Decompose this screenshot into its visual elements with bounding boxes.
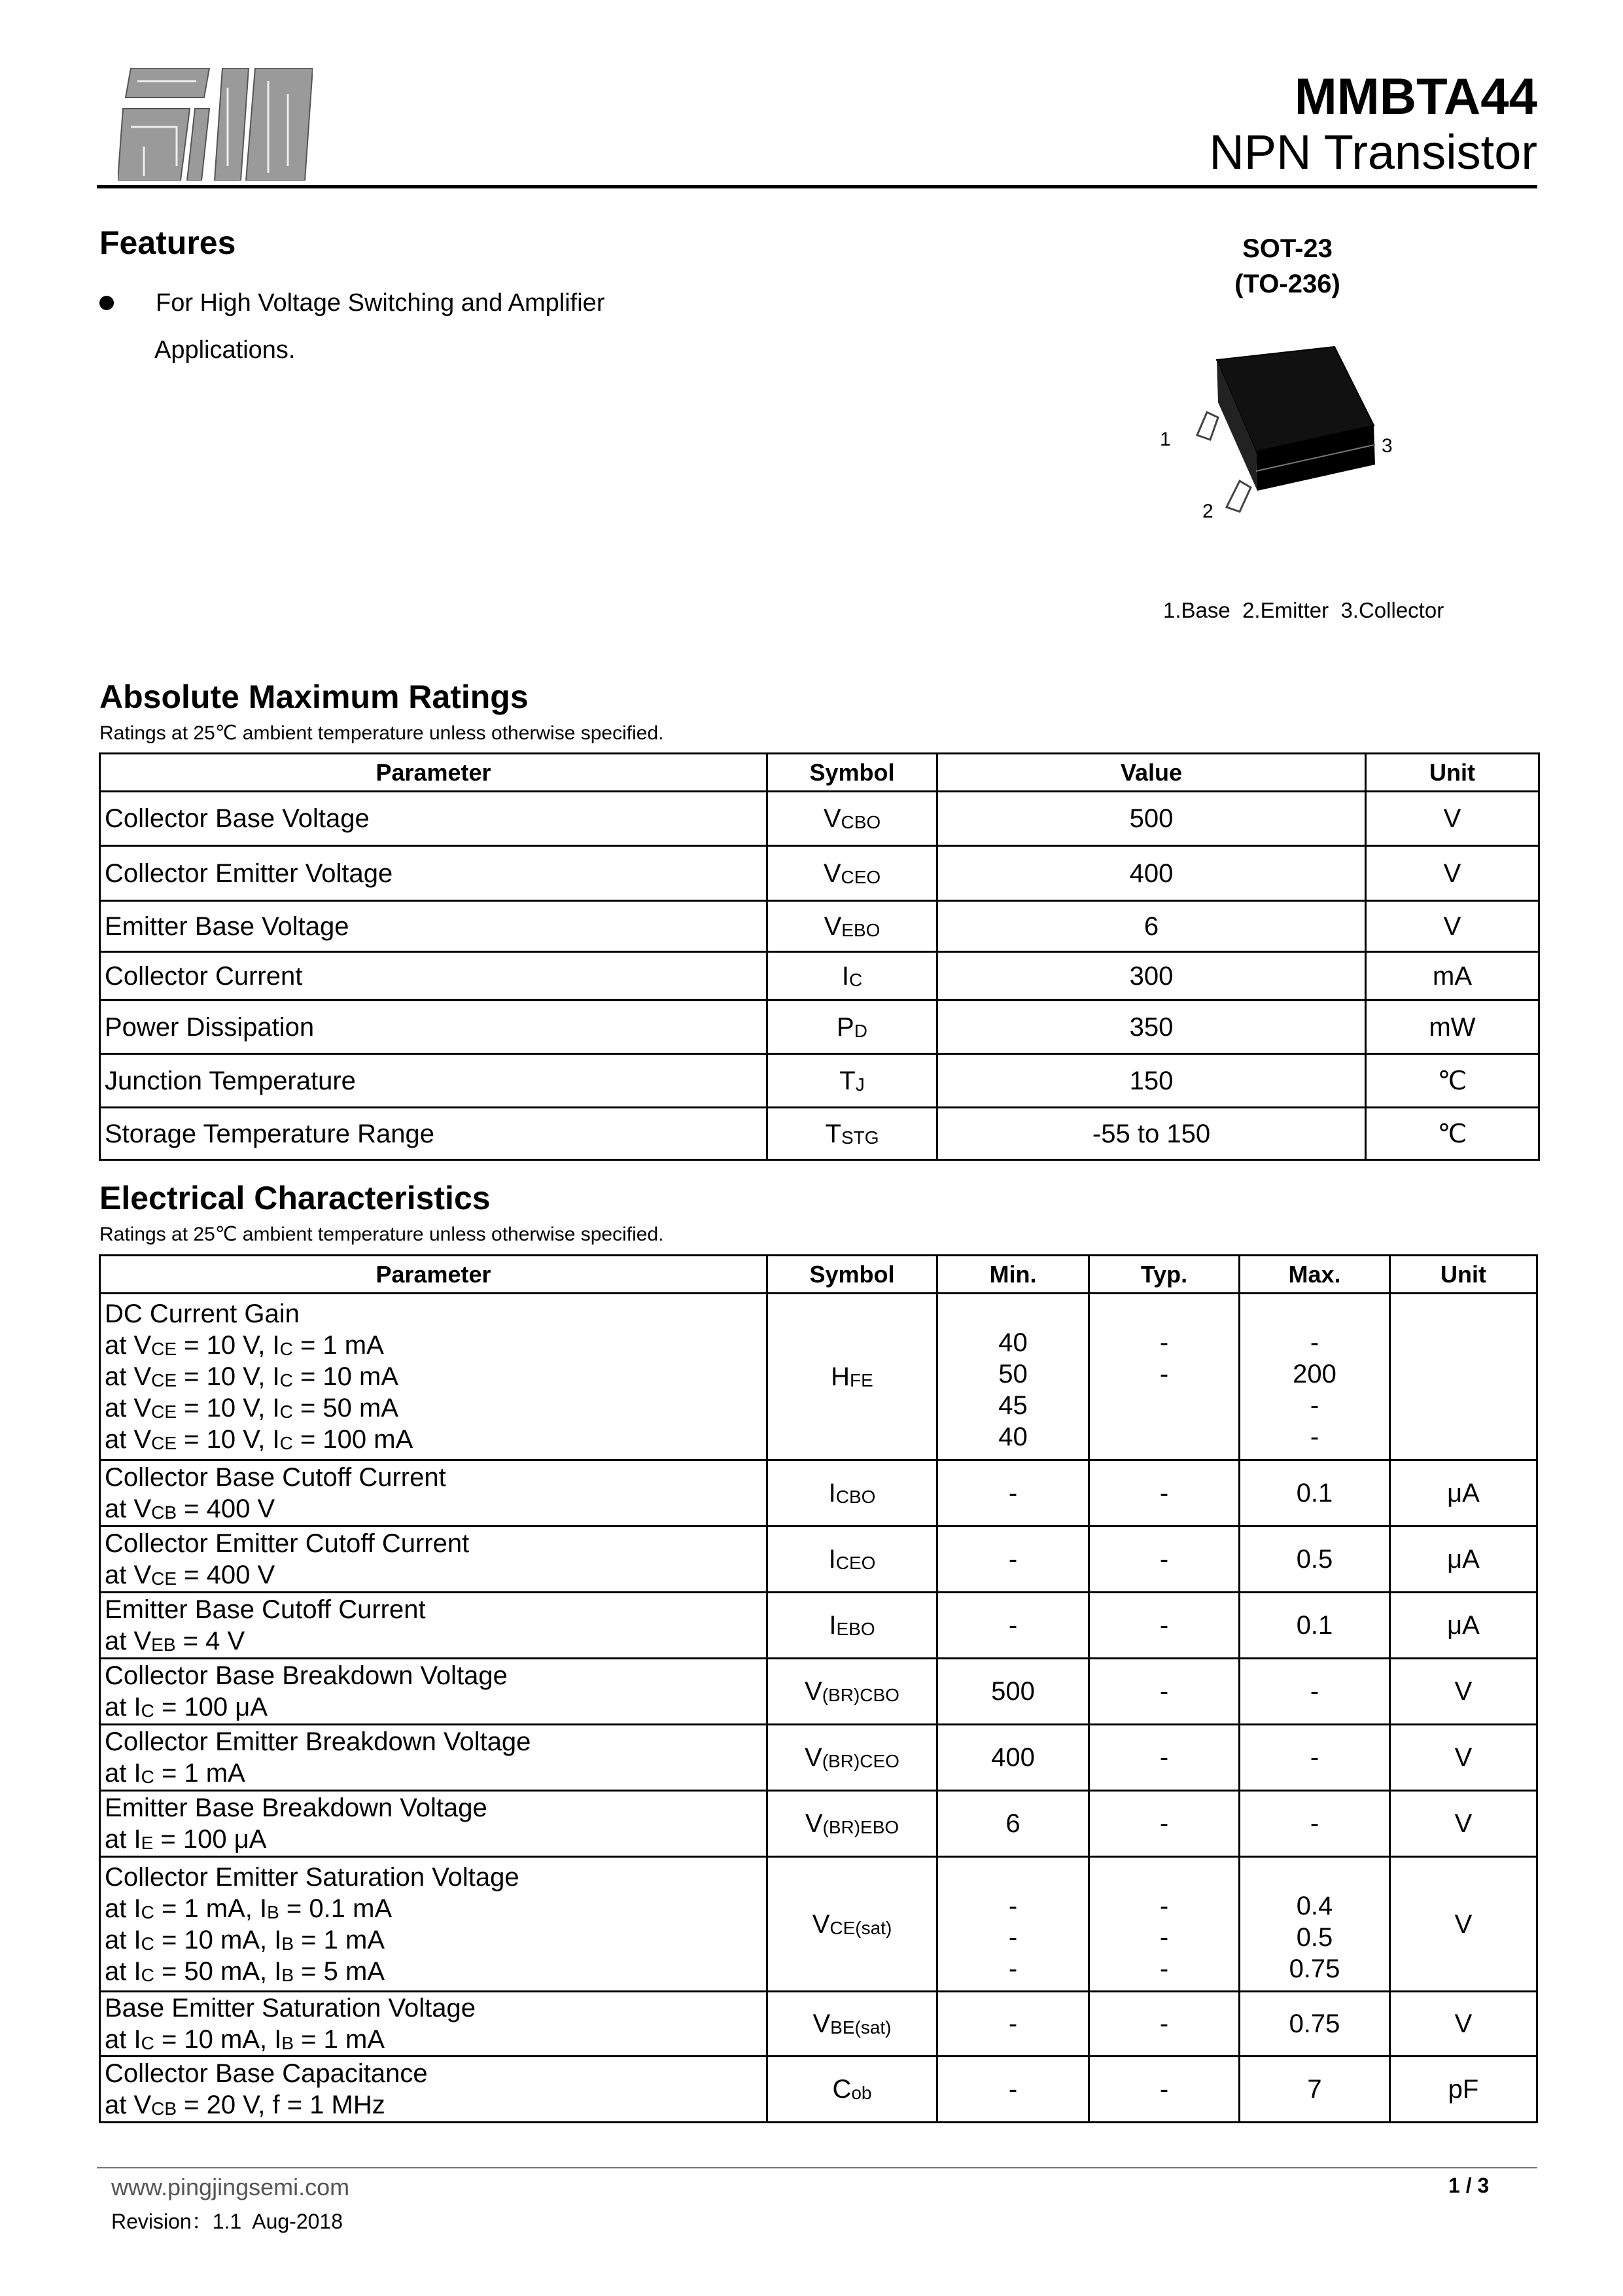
unit-cell: μA	[1390, 1593, 1537, 1659]
symbol-cell: $V_{CEO}$	[767, 846, 937, 901]
footer-divider	[97, 2167, 1537, 2168]
param-cell: Junction Temperature	[100, 1054, 767, 1108]
table-row	[100, 846, 1539, 901]
pinout-caption: 1.Base 2.Emitter 3.Collector	[1163, 598, 1444, 622]
package-alt-name: (TO-236)	[1234, 270, 1340, 298]
unit-cell: pF	[1390, 2057, 1537, 2123]
min-cell: -	[937, 1593, 1089, 1659]
value-cell: 500	[937, 792, 1366, 846]
symbol-cell: $V_{BE(sat)}$	[767, 1992, 937, 2057]
param-cell: Collector Base Breakdown Voltage at $I_C = 100$ μA	[100, 1659, 767, 1725]
unit-cell: ℃	[1366, 1054, 1539, 1108]
pin-label-1: 1	[1160, 429, 1171, 450]
symbol-cell: $H_{FE}$	[767, 1294, 937, 1460]
unit-cell: V	[1366, 792, 1539, 846]
max-cell: 7	[1240, 2057, 1390, 2123]
value-cell: 400	[937, 846, 1366, 901]
max-cell: - 200 - -	[1240, 1294, 1390, 1460]
footer-url[interactable]: www.pingjingsemi.com	[111, 2174, 350, 2200]
symbol-cell: $I_{CEO}$	[767, 1527, 937, 1593]
typ-cell: -	[1089, 2057, 1240, 2123]
pin-label-2: 2	[1202, 501, 1213, 522]
header-divider	[97, 185, 1537, 188]
max-cell: 0.1	[1240, 1593, 1390, 1659]
table-row	[100, 1108, 1539, 1160]
param-cell: Collector Emitter Cutoff Current at $V_{CE} = 400$ V	[100, 1527, 767, 1593]
table-row	[100, 952, 1539, 1000]
feature-item-continued: Applications.	[154, 336, 296, 364]
table-row	[100, 1294, 1537, 1460]
col-header: Parameter	[100, 754, 767, 792]
unit-cell: μA	[1390, 1460, 1537, 1527]
unit-cell: ℃	[1366, 1108, 1539, 1160]
param-cell: Collector Base Voltage	[100, 792, 767, 846]
max-cell: 0.4 0.5 0.75	[1240, 1857, 1390, 1992]
param-cell: Emitter Base Voltage	[100, 901, 767, 952]
table-row	[100, 1992, 1537, 2057]
col-header: Max.	[1240, 1256, 1390, 1294]
unit-cell: mA	[1366, 952, 1539, 1000]
col-header: Parameter	[100, 1256, 767, 1294]
typ-cell: -	[1089, 1992, 1240, 2057]
param-cell: Collector Current	[100, 952, 767, 1000]
value-cell: 150	[937, 1054, 1366, 1108]
typ-cell: -	[1089, 1527, 1240, 1593]
symbol-cell: $C_{ob}$	[767, 2057, 937, 2123]
device-type-title: NPN Transistor	[1209, 125, 1537, 179]
page-number: 1 / 3	[1448, 2174, 1490, 2197]
col-header: Symbol	[767, 1256, 937, 1294]
typ-cell: -	[1089, 1460, 1240, 1527]
table-row	[100, 1791, 1537, 1857]
table-row	[100, 1659, 1537, 1725]
table-row	[100, 901, 1539, 952]
typ-cell: - -	[1089, 1294, 1240, 1460]
bullet-icon	[99, 296, 114, 310]
unit-cell: V	[1366, 901, 1539, 952]
table-row	[100, 1460, 1537, 1527]
unit-cell: μA	[1390, 1527, 1537, 1593]
col-header: Typ.	[1089, 1256, 1240, 1294]
unit-cell: V	[1390, 1725, 1537, 1791]
table-row	[100, 1000, 1539, 1054]
col-header: Min.	[937, 1256, 1089, 1294]
symbol-cell: $V_{(BR)CEO}$	[767, 1725, 937, 1791]
typ-cell: -	[1089, 1725, 1240, 1791]
param-cell: Storage Temperature Range	[100, 1108, 767, 1160]
value-cell: 300	[937, 952, 1366, 1000]
param-cell: Base Emitter Saturation Voltage at $I_C = 10$ mA, $I_B = 1$ mA	[100, 1992, 767, 2057]
min-cell: -	[937, 1460, 1089, 1527]
abs-max-heading: Absolute Maximum Ratings	[99, 679, 529, 715]
min-cell: -	[937, 1527, 1089, 1593]
param-cell: Power Dissipation	[100, 1000, 767, 1054]
table-header-row	[100, 754, 1539, 792]
max-cell: -	[1240, 1791, 1390, 1857]
unit-cell: mW	[1366, 1000, 1539, 1054]
unit-cell: V	[1366, 846, 1539, 901]
symbol-cell: $T_{STG}$	[767, 1108, 937, 1160]
table-row	[100, 792, 1539, 846]
max-cell: -	[1240, 1659, 1390, 1725]
symbol-cell: $T_J$	[767, 1054, 937, 1108]
typ-cell: -	[1089, 1659, 1240, 1725]
symbol-cell: $V_{CE(sat)}$	[767, 1857, 937, 1992]
param-cell: DC Current Gain at $V_{CE} = 10$ V, $I_C = 1$ mA at $V_{CE} = 10$ V, $I_C = 10$ mA at $V_{CE} = 10$ V, $I_C = 50$ mA at $V_{CE} = 10$ V, $I_C = 100$ mA	[100, 1294, 767, 1460]
min-cell: -	[937, 1992, 1089, 2057]
min-cell: 500	[937, 1659, 1089, 1725]
param-cell: Emitter Base Cutoff Current at $V_{EB} = 4$ V	[100, 1593, 767, 1659]
typ-cell: -	[1089, 1593, 1240, 1659]
value-cell: -55 to 150	[937, 1108, 1366, 1160]
pin-label-3: 3	[1382, 435, 1393, 457]
min-cell: 40 50 45 40	[937, 1294, 1089, 1460]
max-cell: 0.1	[1240, 1460, 1390, 1527]
min-cell: 400	[937, 1725, 1089, 1791]
unit-cell	[1390, 1294, 1537, 1460]
symbol-cell: $I_C$	[767, 952, 937, 1000]
param-cell: Collector Emitter Saturation Voltage at $I_C = 1$ mA, $I_B = 0.1$ mA at $I_C = 10$ mA, $I_B = 1$ mA at $I_C = 50$ mA, $I_B = 5$ mA	[100, 1857, 767, 1992]
min-cell: 6	[937, 1791, 1089, 1857]
table-row	[100, 1054, 1539, 1108]
symbol-cell: $V_{EBO}$	[767, 901, 937, 952]
symbol-cell: $P_D$	[767, 1000, 937, 1054]
symbol-cell: $I_{EBO}$	[767, 1593, 937, 1659]
min-cell: - - -	[937, 1857, 1089, 1992]
symbol-cell: $V_{(BR)CBO}$	[767, 1659, 937, 1725]
table-row	[100, 2057, 1537, 2123]
abs-max-table	[99, 752, 1540, 1161]
value-cell: 350	[937, 1000, 1366, 1054]
col-header: Unit	[1366, 754, 1539, 792]
part-number: MMBTA44	[1294, 67, 1537, 125]
typ-cell: - - -	[1089, 1857, 1240, 1992]
param-cell: Collector Emitter Voltage	[100, 846, 767, 901]
unit-cell: V	[1390, 1857, 1537, 1992]
features-heading: Features	[99, 224, 236, 261]
col-header: Symbol	[767, 754, 937, 792]
symbol-cell: $V_{CBO}$	[767, 792, 937, 846]
col-header: Unit	[1390, 1256, 1537, 1294]
elec-char-note: Ratings at 25℃ ambient temperature unless otherwise specified.	[99, 1224, 664, 1245]
table-header-row	[100, 1256, 1537, 1294]
elec-char-table	[99, 1254, 1538, 2123]
col-header: Value	[937, 754, 1366, 792]
max-cell: 0.75	[1240, 1992, 1390, 2057]
package-name: SOT-23	[1242, 234, 1333, 263]
param-cell: Collector Base Cutoff Current at $V_{CB} = 400$ V	[100, 1460, 767, 1527]
max-cell: 0.5	[1240, 1527, 1390, 1593]
max-cell: -	[1240, 1725, 1390, 1791]
table-row	[100, 1857, 1537, 1992]
table-row	[100, 1527, 1537, 1593]
table-row	[100, 1593, 1537, 1659]
elec-char-heading: Electrical Characteristics	[99, 1180, 491, 1216]
table-row	[100, 1725, 1537, 1791]
feature-item: For High Voltage Switching and Amplifier	[156, 289, 605, 317]
company-logo	[118, 68, 313, 181]
value-cell: 6	[937, 901, 1366, 952]
param-cell: Collector Emitter Breakdown Voltage at $I_C = 1$ mA	[100, 1725, 767, 1791]
sot23-package-image	[1164, 340, 1413, 537]
unit-cell: V	[1390, 1791, 1537, 1857]
symbol-cell: $I_{CBO}$	[767, 1460, 937, 1527]
param-cell: Emitter Base Breakdown Voltage at $I_E = 100$ μA	[100, 1791, 767, 1857]
symbol-cell: $V_{(BR)EBO}$	[767, 1791, 937, 1857]
abs-max-note: Ratings at 25℃ ambient temperature unless otherwise specified.	[99, 722, 664, 744]
param-cell: Collector Base Capacitance at $V_{CB} = 20$ V, f = 1 MHz	[100, 2057, 767, 2123]
footer-revision: Revision：1.1 Aug-2018	[111, 2210, 343, 2233]
min-cell: -	[937, 2057, 1089, 2123]
unit-cell: V	[1390, 1992, 1537, 2057]
typ-cell: -	[1089, 1791, 1240, 1857]
unit-cell: V	[1390, 1659, 1537, 1725]
